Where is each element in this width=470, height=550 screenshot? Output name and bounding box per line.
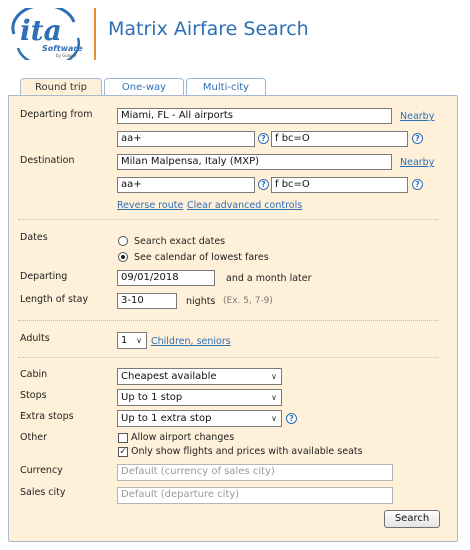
- logo-sub-text: Software: [42, 44, 83, 53]
- adults-label: Adults: [20, 333, 50, 344]
- chevron-down-icon: ∨: [271, 372, 277, 381]
- adults-select[interactable]: [117, 332, 147, 349]
- nights-label: nights: [186, 296, 216, 307]
- exact-dates-label: Search exact dates: [134, 236, 226, 247]
- stops-label: Stops: [20, 390, 47, 401]
- section-divider: [18, 357, 438, 358]
- tab-one-way[interactable]: One-way: [104, 78, 184, 96]
- chevron-down-icon: ∨: [271, 393, 277, 402]
- length-of-stay-input[interactable]: 3-10: [117, 293, 177, 309]
- cabin-select-value: Cheapest available: [121, 371, 217, 382]
- adults-select-value: 1: [121, 335, 128, 346]
- airport-changes-label: Allow airport changes: [131, 432, 235, 443]
- currency-label: Currency: [20, 465, 63, 476]
- other-label: Other: [20, 432, 47, 443]
- extra-stops-label: Extra stops: [20, 411, 74, 422]
- origin-input[interactable]: Miami, FL - All airports: [117, 108, 392, 124]
- extra-stops-select-value: Up to 1 extra stop: [121, 413, 212, 424]
- sales-city-label: Sales city: [20, 487, 66, 498]
- cabin-select[interactable]: [117, 368, 282, 385]
- departing-date-label: Departing: [20, 271, 68, 282]
- destination-routing-input[interactable]: aa+: [117, 177, 255, 193]
- tab-round-trip[interactable]: Round trip: [20, 78, 102, 97]
- length-of-stay-label: Length of stay: [20, 294, 89, 305]
- dates-label: Dates: [20, 232, 48, 243]
- header-divider: [94, 8, 96, 60]
- section-divider: [18, 219, 438, 220]
- checkmark-icon: ✓: [119, 447, 127, 457]
- destination-label: Destination: [20, 155, 75, 166]
- calendar-fares-label: See calendar of lowest fares: [134, 252, 269, 263]
- extension-help-icon[interactable]: ?: [412, 179, 423, 190]
- clear-advanced-link[interactable]: Clear advanced controls: [187, 200, 303, 211]
- tab-multi-city[interactable]: Multi-city: [186, 78, 266, 96]
- available-seats-checkbox[interactable]: [118, 447, 128, 457]
- stops-select-value: Up to 1 stop: [121, 392, 183, 403]
- logo-main-text: ita: [20, 14, 62, 47]
- extra-stops-select[interactable]: [117, 410, 282, 427]
- sales-city-input[interactable]: Default (departure city): [117, 487, 393, 504]
- exact-dates-radio[interactable]: [118, 236, 128, 246]
- extra-stops-help-icon[interactable]: ?: [286, 413, 297, 424]
- destination-extension-input[interactable]: f bc=O: [271, 177, 408, 193]
- routing-help-icon[interactable]: ?: [258, 133, 269, 144]
- departing-from-label: Departing from: [20, 109, 93, 120]
- chevron-down-icon: ∨: [271, 414, 277, 423]
- routing-help-icon[interactable]: ?: [258, 179, 269, 190]
- departing-date-suffix: and a month later: [226, 273, 312, 284]
- departing-date-input[interactable]: 09/01/2018: [117, 270, 215, 286]
- origin-nearby-link[interactable]: Nearby: [400, 111, 435, 122]
- chevron-down-icon: ∨: [136, 336, 142, 345]
- calendar-fares-radio[interactable]: [118, 252, 128, 262]
- stay-hint: (Ex. 5, 7-9): [223, 296, 273, 306]
- origin-extension-input[interactable]: f bc=O: [271, 131, 408, 147]
- logo-by-text: by Google: [56, 53, 77, 58]
- ita-software-logo: [8, 8, 88, 60]
- extension-help-icon[interactable]: ?: [412, 133, 423, 144]
- page-title: Matrix Airfare Search: [108, 18, 309, 40]
- destination-input[interactable]: Milan Malpensa, Italy (MXP): [117, 154, 392, 170]
- section-divider: [18, 320, 438, 321]
- stops-select[interactable]: [117, 389, 282, 406]
- cabin-label: Cabin: [20, 369, 48, 380]
- airport-changes-checkbox[interactable]: [118, 433, 128, 443]
- reverse-route-link[interactable]: Reverse route: [117, 200, 184, 211]
- search-button[interactable]: Search: [384, 510, 440, 528]
- destination-nearby-link[interactable]: Nearby: [400, 157, 435, 168]
- origin-routing-input[interactable]: aa+: [117, 131, 255, 147]
- available-seats-label: Only show flights and prices with available seats: [131, 446, 363, 457]
- currency-input[interactable]: Default (currency of sales city): [117, 464, 393, 481]
- children-seniors-link[interactable]: Children, seniors: [151, 336, 231, 347]
